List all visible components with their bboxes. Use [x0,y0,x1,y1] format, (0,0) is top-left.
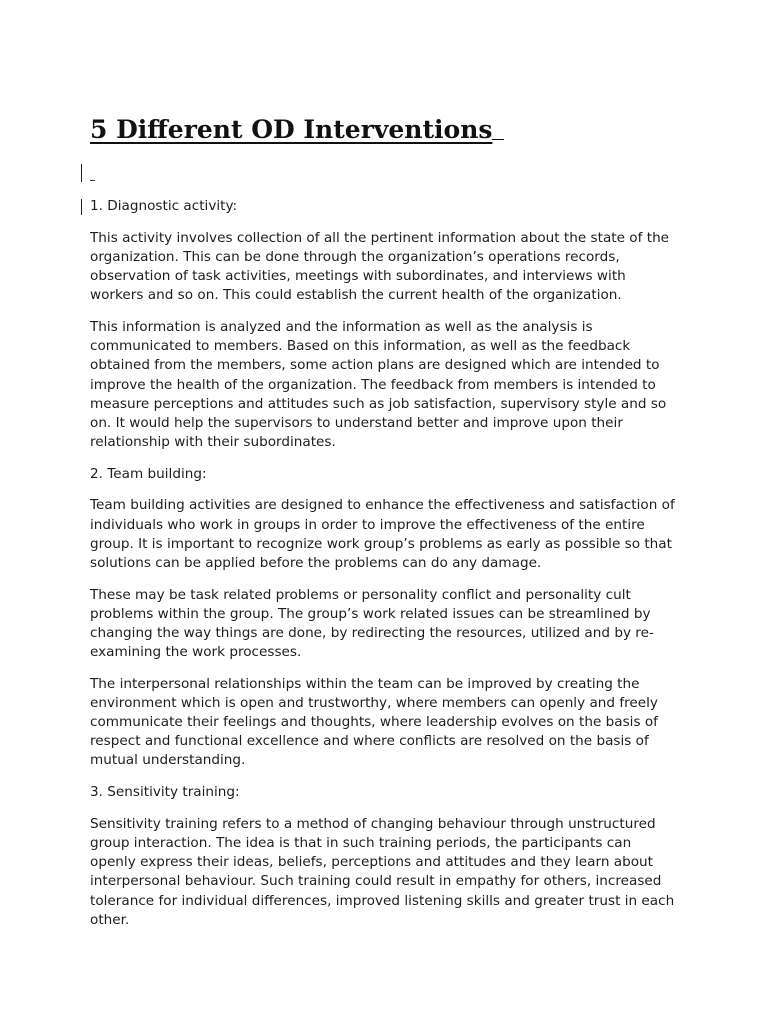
document-title-text: 5 Different OD Interventions [90,115,493,144]
section-heading: 1. Diagnostic activity: [90,198,238,214]
text-cursor-mark [81,164,82,182]
title-underline-trail [492,113,504,140]
body-paragraph: Sensitivity training refers to a method of changing behaviour through unstructured group interaction. The idea is that in such training periods, the participants can openly express their ideas, beliefs, perceptions and attitudes and they learn about interpersonal behaviour. Such training could result in empathy for others, increased tolerance for individual differences, improved listening skills and greater trust in each other. [90,815,675,928]
document-body [90,197,680,942]
body-paragraph: This information is analyzed and the information as well as the analysis is communicated to members. Based on this information, as well as the feedback obtained from the members, some action plans are designed which are intended to improve the health of the organization. The feedback from members is intended to measure perceptions and attitudes such as job satisfaction, supervisory style and so on. It would help the supervisors to understand better and improve upon their relationship with their subordinates. [90,318,667,451]
text-cursor-mark [81,199,82,215]
section-heading: 2. Team building: [90,465,207,482]
body-paragraph: This activity involves collection of all the pertinent information about the state of the organization. This can be done through the organization’s operations records, observation of task activities, meetings with subordinates, and interviews with workers and so on. This could establish the current health of the organization. [90,229,670,304]
dash-mark [90,180,95,181]
body-paragraph: Team building activities are designed to enhance the effectiveness and satisfaction of individuals who work in groups in order to improve the effectiveness of the entire group. It is important to recognize work group’s problems as early as possible so that solutions can be applied before the problems can do any damage. [90,497,675,572]
body-paragraph: These may be task related problems or personality conflict and personality cult problems within the group. The group’s work related issues can be streamlined by changing the way things are done, by redirecting the resources, utilized and by re-examining the work processes. [90,586,654,661]
section-heading: 3. Sensitivity training: [90,783,240,800]
document-title [90,113,504,147]
body-paragraph: The interpersonal relationships within the team can be improved by creating the environment which is open and trustworthy, where members can openly and freely communicate their feelings and thoughts, where leadership evolves on the basis of respect and functional excellence and where conflicts are resolved on the basis of mutual understanding. [90,675,658,769]
